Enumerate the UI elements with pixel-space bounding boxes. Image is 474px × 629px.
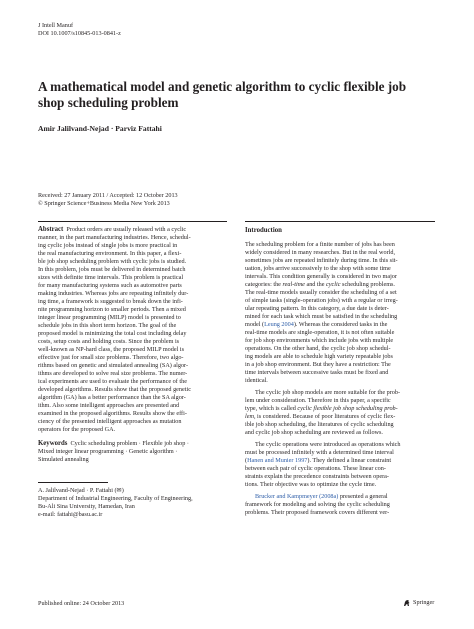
- abstract: [38, 226, 227, 434]
- affiliation-line: Bu-Ali Sina University, Hamedan, Iran: [38, 503, 135, 510]
- abstract-line: schedule jobs in this short term horizon. The goal of the: [38, 322, 177, 329]
- intro-line: real-time models are single-operation, it is not often suitable: [245, 329, 395, 336]
- affiliation-line: Department of Industrial Engineering, Faculty of Engineering,: [38, 495, 193, 502]
- intro-line: must be processed infinitely with a determined time interval: [245, 449, 394, 456]
- intro-line: lem, is considered. Because of poor literatures of cyclic flex-: [245, 413, 396, 420]
- intro-line: (Hanen and Munier 1997). They defined a linear constraint: [245, 457, 392, 464]
- abstract-line: the real manufacturing environment. In this paper, a flexi-: [38, 250, 182, 257]
- keywords-label: Keywords: [38, 440, 68, 447]
- title-line: shop scheduling problem: [38, 95, 179, 110]
- journal-name: J Intell Manuf: [38, 22, 74, 29]
- abstract-line: ing cyclic jobs instead of single jobs is more practical in: [38, 242, 178, 249]
- column-rule: [38, 221, 227, 222]
- abstract-line: ciency of the presented intelligent approaches as mutation: [38, 418, 182, 425]
- abstract-line: making industries. Whereas jobs are repeating infinitely dur-: [38, 290, 189, 297]
- intro-line: between each pair of cyclic operations. These linear con-: [245, 465, 386, 472]
- intro-line: categories: the real-time and the cyclic scheduling problems.: [245, 281, 395, 288]
- citation-link[interactable]: Brucker and Kampmeyer (2008a): [255, 493, 339, 500]
- intro-line: identical.: [245, 377, 268, 384]
- abstract-line: ithms are developed to solve real size problems. The numer-: [38, 370, 188, 377]
- intro-line: intervals. This condition generally is considered in two major: [245, 273, 397, 280]
- abstract-line: costs, setup costs and holding costs. Since the problem is: [38, 338, 180, 345]
- abstract-line: Product orders are usually released with a cyclic: [66, 226, 187, 233]
- intro-line: ular repeating pattern. In this category, a due date is deter-: [245, 305, 389, 312]
- intro-line: lem under consideration. Therefore in this paper, a specific: [245, 397, 391, 404]
- abstract-label: Abstract: [38, 226, 64, 233]
- abstract-line: effective just for small size problems. Therefore, two algo-: [38, 354, 184, 361]
- affiliation-email[interactable]: e-mail: fattahi@basu.ac.ir: [38, 511, 103, 518]
- abstract-line: integer linear programming (MILP) model is presented to: [38, 314, 181, 321]
- intro-line: mined for each task which must be satisfied in the scheduling: [245, 313, 398, 320]
- abstract-line: rithms based on genetic and simulated annealing (SA) algor-: [38, 362, 189, 369]
- intro-line: straints explain the precedence constraints between opera-: [245, 473, 389, 480]
- copyright: © Springer Science+Business Media New York 2013: [38, 200, 170, 207]
- abstract-line: ithm. Also some intelligent approaches are presented and: [38, 402, 180, 409]
- journal-doi: DOI 10.1007/s10845-013-0841-z: [38, 30, 121, 37]
- intro-line: sometimes jobs are repeated infinitely during time. In this sit-: [245, 257, 398, 264]
- title-line: A mathematical model and genetic algorithm to cyclic flexible job: [38, 79, 407, 94]
- received-accepted: Received: 27 January 2011 / Accepted: 12 October 2013: [38, 192, 178, 199]
- publisher-logo: [403, 599, 434, 607]
- intro-line: in a job shop environment. But they have a restriction: The: [245, 361, 391, 368]
- section-heading: Introduction: [245, 227, 282, 234]
- intro-line: The cyclic operations were introduced as operations which: [255, 441, 401, 448]
- abstract-line: examined in the proposed algorithms. Results show the effi-: [38, 410, 187, 417]
- abstract-line: ble job shop scheduling problem with cyclic jobs is studied.: [38, 258, 187, 265]
- intro-line: Brucker and Kampmeyer (2008a) presented a general: [255, 493, 388, 500]
- intro-line: for job shop environments which include jobs with multiple: [245, 337, 394, 344]
- intro-line: problems. Their proposed framework covers different ver-: [245, 509, 390, 516]
- intro-line: type, which is called cyclic flexible job shop scheduling prob-: [245, 405, 398, 412]
- abstract-line: for many manufacturing systems such as automotive parts: [38, 282, 182, 289]
- intro-line: ing models are able to schedule high variety repeatable jobs: [245, 353, 393, 360]
- keywords-line: Simulated annealing: [38, 456, 89, 463]
- intro-line: model (Leung 2004). Whereas the considered tasks in the: [245, 321, 388, 328]
- abstract-line: proposed model is minimizing the total cost including delay: [38, 330, 187, 337]
- abstract-line: operators for the proposed GA.: [38, 426, 116, 433]
- article-title: [38, 79, 448, 111]
- intro-line: widely considered in many researches. But in the real world,: [245, 249, 395, 256]
- intro-line: framework for modeling and solving the cyclic scheduling: [245, 501, 390, 508]
- abstract-line: In this problem, jobs must be delivered in determined batch: [38, 266, 186, 273]
- intro-line: The cyclic job shop models are more suitable for the prob-: [255, 389, 401, 396]
- abstract-line: nite programming horizon to smaller periods. Then a mixed: [38, 306, 186, 313]
- intro-text: [245, 241, 435, 517]
- article-dates: [38, 192, 178, 208]
- affiliation-line: A. Jalilvand-Nejad · P. Fattahi (✉): [38, 487, 124, 494]
- abstract-line: sizes with definite time intervals. This problem is practical: [38, 274, 184, 281]
- published-online: Published online: 24 October 2013: [38, 600, 125, 607]
- intro-line: of simple tasks (single-operation jobs) with a regular or irreg-: [245, 297, 398, 304]
- affiliation: [38, 487, 227, 519]
- abstract-line: developed algorithms. Results show that the proposed genetic: [38, 386, 191, 393]
- column-rule: [245, 221, 435, 222]
- intro-line: ible job shop scheduling, the literatures of cyclic scheduling: [245, 421, 394, 428]
- intro-line: and cyclic job shop scheduling are reviewed as follows.: [245, 429, 383, 436]
- abstract-line: ical experiments are used to evaluate the performance of the: [38, 378, 187, 385]
- intro-line: time intervals between successive tasks must be fixed and: [245, 369, 389, 376]
- publisher-name: Springer: [413, 599, 435, 606]
- abstract-line: manner, in the part manufacturing industries. Hence, schedul-: [38, 234, 191, 241]
- article-authors: Amir Jalilvand-Nejad · Parviz Fattahi: [38, 124, 162, 133]
- citation-link[interactable]: Hanen and Munier 1997: [247, 457, 308, 464]
- intro-line: The real-time models usually consider the scheduling of a set: [245, 289, 397, 296]
- intro-line: The scheduling problem for a finite number of jobs has been: [245, 241, 395, 248]
- abstract-line: well-known as NP-hard class, the proposed MILP model is: [38, 346, 185, 353]
- journal-header: [38, 22, 121, 38]
- keywords: [38, 440, 227, 464]
- citation-link[interactable]: Leung 2004: [264, 321, 294, 328]
- intro-line: uation, jobs arrive successively to the shop with some time: [245, 265, 391, 272]
- abstract-line: algorithm (GA) has a better performance than the SA algor-: [38, 394, 186, 401]
- keywords-line: Mixed integer linear programming · Genetic algorithm ·: [38, 448, 178, 455]
- abstract-line: ing time, a framework is suggested to break down the infi-: [38, 298, 183, 305]
- footnote-rule: [38, 482, 108, 483]
- springer-horse-icon: [403, 599, 411, 607]
- intro-line: operations. On the other hand, the cyclic job shop schedul-: [245, 345, 391, 352]
- keywords-line: Cyclic scheduling problem · Flexible job shop ·: [70, 440, 189, 447]
- intro-line: tions. Their objective was to optimize the cycle time.: [245, 481, 377, 488]
